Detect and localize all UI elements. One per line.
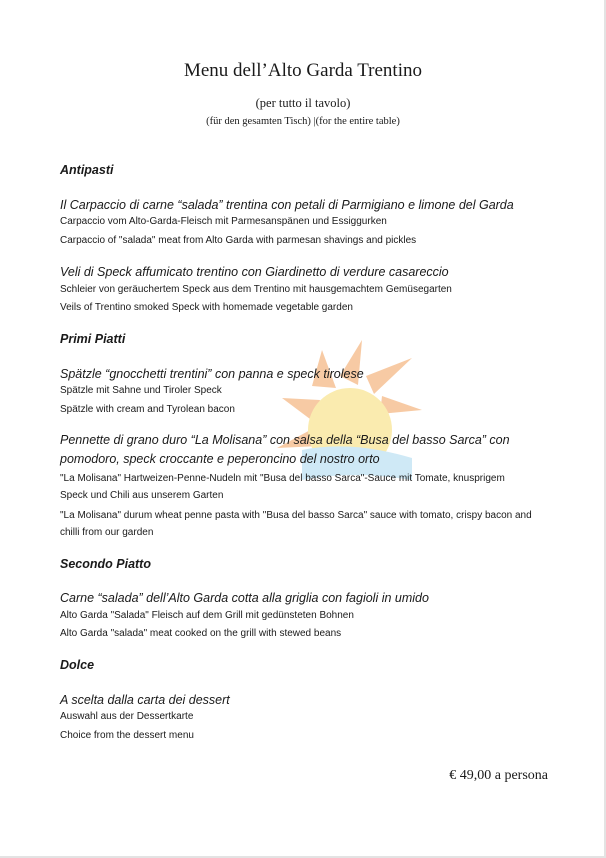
dish-dessert-de: Auswahl aus der Dessertkarte [60, 711, 194, 722]
dish-carne-salada-it: Carne “salada” dell’Alto Garda cotta alla griglia con fagioli in umido [60, 591, 429, 605]
dish-carne-salada-de: Alto Garda "Salada" Fleisch auf dem Grill mit gedünsteten Bohnen [60, 610, 354, 621]
menu-subtitle: (per tutto il tavolo) [255, 96, 351, 110]
dish-carpaccio-de: Carpaccio vom Alto-Garda-Fleisch mit Parmesanspänen und Essiggurken [60, 216, 387, 227]
dish-spatzle-de: Spätzle mit Sahne und Tiroler Speck [60, 385, 222, 396]
menu-title: Menu dell’Alto Garda Trentino [183, 60, 422, 81]
dish-carne-salada-en: Alto Garda "salada" meat cooked on the grill with stewed beans [60, 628, 342, 639]
dish-speck-en: Veils of Trentino smoked Speck with homemade vegetable garden [60, 302, 353, 313]
section-heading-primi: Primi Piatti [60, 332, 126, 346]
dish-speck-de: Schleier von geräuchertem Speck aus dem Trentino mit hausgemachtem Gemüsegarten [60, 284, 452, 295]
dish-dessert-it: A scelta dalla carta dei dessert [60, 693, 230, 707]
dish-spatzle-it: Spätzle “gnocchetti trentini” con panna e speck tirolese [60, 367, 364, 381]
dish-carpaccio-en: Carpaccio of "salada" meat from Alto Garda with parmesan shavings and pickles [60, 235, 417, 246]
dish-pennette-it: Pennette di grano duro “La Molisana” con salsa della “Busa del basso Sarca” con pomodoro, speck croccante e peperoncino del nostro orto [60, 433, 510, 466]
section-heading-secondo: Secondo Piatto [60, 557, 151, 571]
menu-price: € 49,00 a persona [449, 768, 548, 783]
dish-pennette-de: "La Molisana" Hartweizen-Penne-Nudeln mit "Busa del basso Sarca"-Sauce mit Tomate, knusprigem Speck und Chili aus unserem Garten [60, 473, 505, 501]
dish-dessert-en: Choice from the dessert menu [60, 730, 194, 741]
section-heading-dolce: Dolce [60, 658, 95, 672]
dish-pennette-en: "La Molisana" durum wheat penne pasta with "Busa del basso Sarca" sauce with tomato, crispy bacon and chilli from our garden [60, 510, 532, 538]
section-heading-antipasti: Antipasti [60, 163, 114, 177]
dish-spatzle-en: Spätzle with cream and Tyrolean bacon [60, 404, 235, 415]
menu-subtitle-translations: (für den gesamten Tisch) |(for the entire table) [206, 116, 400, 127]
dish-carpaccio-it: Il Carpaccio di carne “salada” trentina con petali di Parmigiano e limone del Garda [60, 198, 514, 212]
dish-speck-it: Veli di Speck affumicato trentino con Giardinetto di verdure casareccio [60, 265, 449, 279]
